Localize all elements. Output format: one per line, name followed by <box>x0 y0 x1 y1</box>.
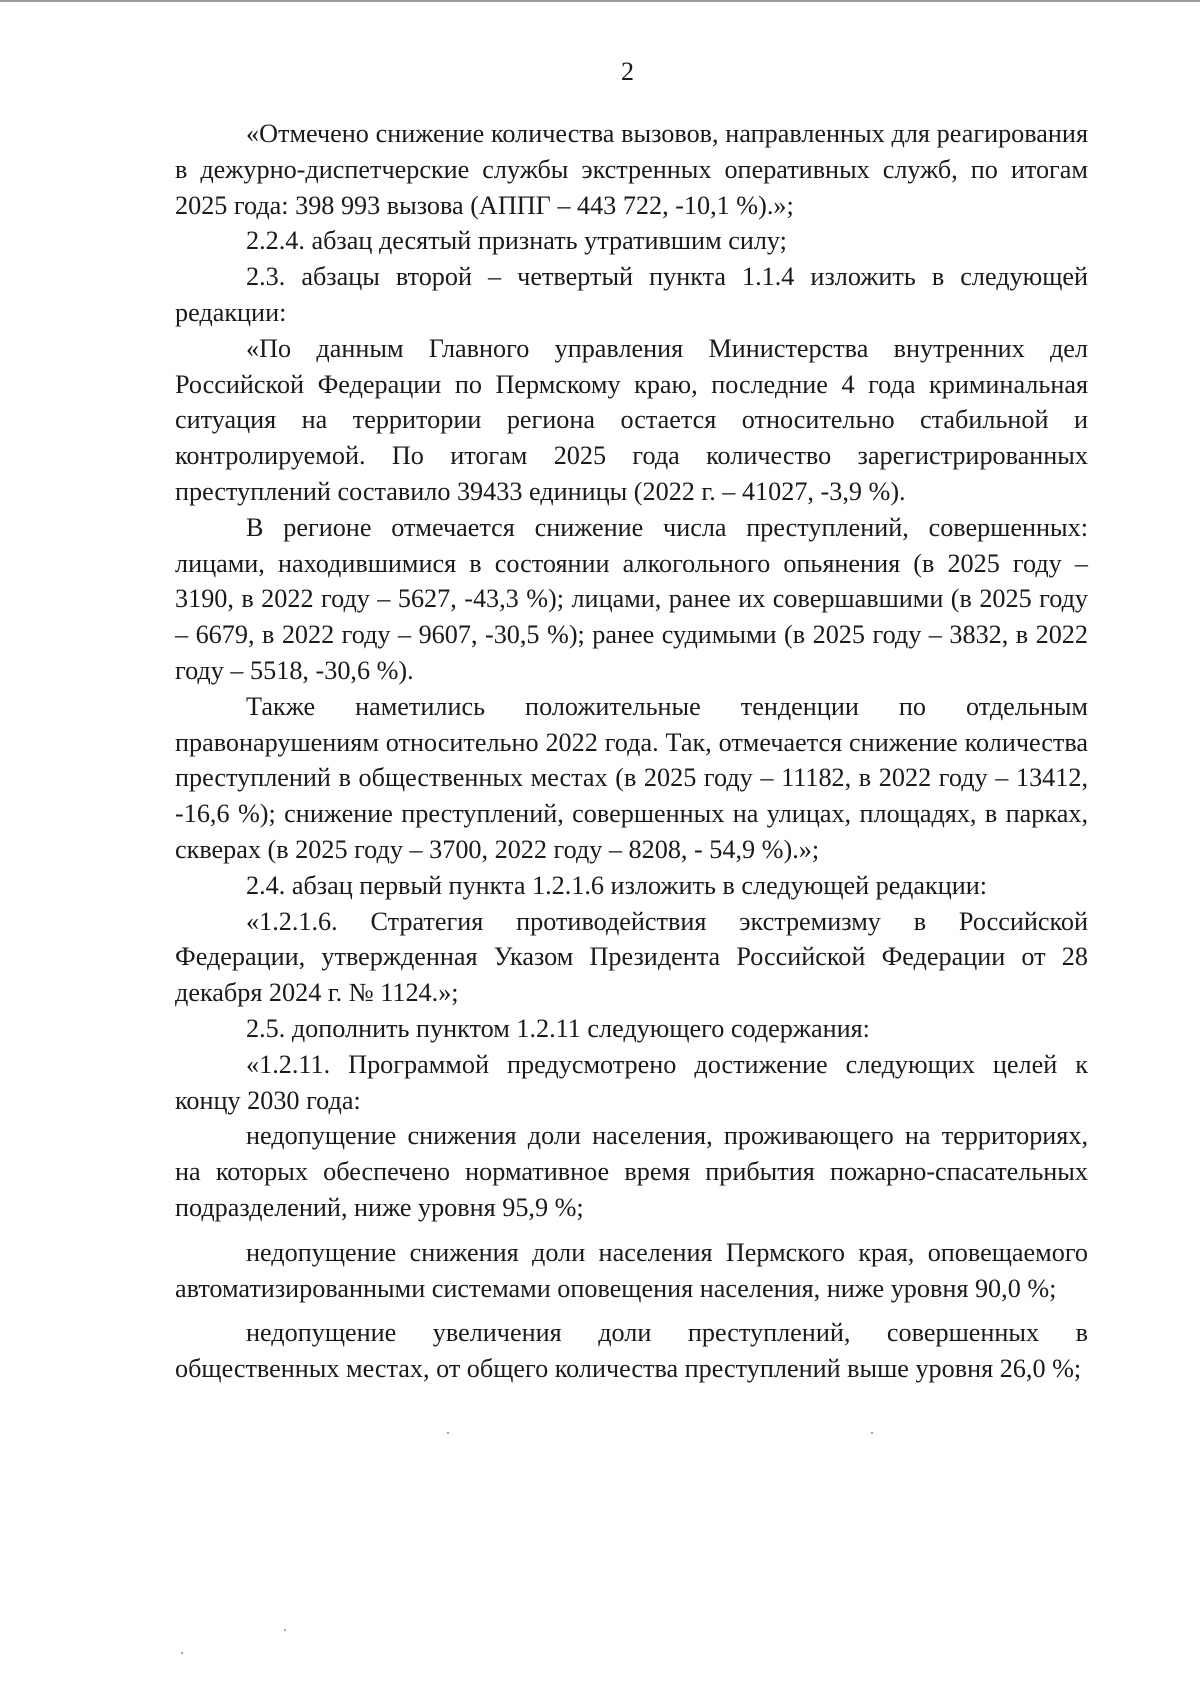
paragraph-crime-decrease: В регионе отмечается снижение числа преступлений, совершенных: лицами, находившимися в состоянии алкогольного опьянения (в 2025 году – 3190, в 2022 году – 5627, -43,3 %); лицами, ранее их совершавшими (в 2025 году – 6679, в 2022 году – 9607, -30,5 %); ранее судимыми (в 2025 году – 3832, в 2022 году – 5518, -30,6 %). <box>175 512 1088 685</box>
scan-speck <box>181 1652 183 1654</box>
document-body <box>175 116 1088 1387</box>
scan-speck <box>284 1629 286 1631</box>
paragraph-goal-fire-rescue: недопущение снижения доли населения, проживающего на территориях, на которых обеспечено нормативное время прибытия пожарно-спасательных подразделений, ниже уровня 95,9 %; <box>175 1121 1088 1222</box>
page-number: 2 <box>621 57 634 86</box>
page-top-edge <box>0 0 1200 2</box>
paragraph-item-2-2-4: 2.2.4. абзац десятый признать утратившим силу; <box>246 226 787 256</box>
scan-speck <box>871 1432 873 1434</box>
paragraph-strategy-quote: «1.2.1.6. Стратегия противодействия экстремизму в Российской Федерации, утвержденная Указом Президента Российской Федерации от 28 декабря 2024 г. № 1124.»; <box>175 906 1088 1008</box>
paragraph-positive-trends: Также наметились положительные тенденции по отдельным правонарушениям относительно 2022 года. Так, отмечается снижение количества преступлений в общественных местах (в 2025 году – 11182, в 2022 году – 13412, -16,6 %); снижение преступлений, совершенных на улицах, площадях, в парках, скверах (в 2025 году – 3700, 2022 году – 8208, - 54,9 %).»; <box>175 691 1088 864</box>
paragraph-program-goals: «1.2.11. Программой предусмотрено достижение следующих целей к концу 2030 года: <box>175 1049 1088 1115</box>
paragraph-calls-quote: «Отмечено снижение количества вызовов, направленных для реагирования в дежурно-диспетчерские службы экстренных оперативных служб, по итогам 2025 года: 398 993 вызова (АППГ – 443 722, -10,1 %).»; <box>175 119 1088 220</box>
paragraph-item-2-5: 2.5. дополнить пунктом 1.2.11 следующего содержания: <box>246 1013 870 1043</box>
paragraph-item-2-4: 2.4. абзац первый пункта 1.2.1.6 изложить в следующей редакции: <box>246 870 988 900</box>
paragraph-goal-public-crime: недопущение увеличения доли преступлений, совершенных в общественных местах, от общего количества преступлений выше уровня 26,0 %; <box>175 1318 1088 1384</box>
scan-speck <box>447 1432 449 1434</box>
paragraph-goal-notification: недопущение снижения доли населения Пермского края, оповещаемого автоматизированными системами оповещения населения, ниже уровня 90,0 %; <box>175 1237 1088 1303</box>
paragraph-item-2-3: 2.3. абзацы второй – четвертый пункта 1.1.4 изложить в следующей редакции: <box>175 262 1088 327</box>
paragraph-crime-situation: «По данным Главного управления Министерства внутренних дел Российской Федерации по Пермскому краю, последние 4 года криминальная ситуация на территории региона остается относительно стабильной и контролируемой. По итогам 2025 года количество зарегистрированных преступлений составило 39433 единицы (2022 г. – 41027, -3,9 %). <box>175 333 1088 506</box>
